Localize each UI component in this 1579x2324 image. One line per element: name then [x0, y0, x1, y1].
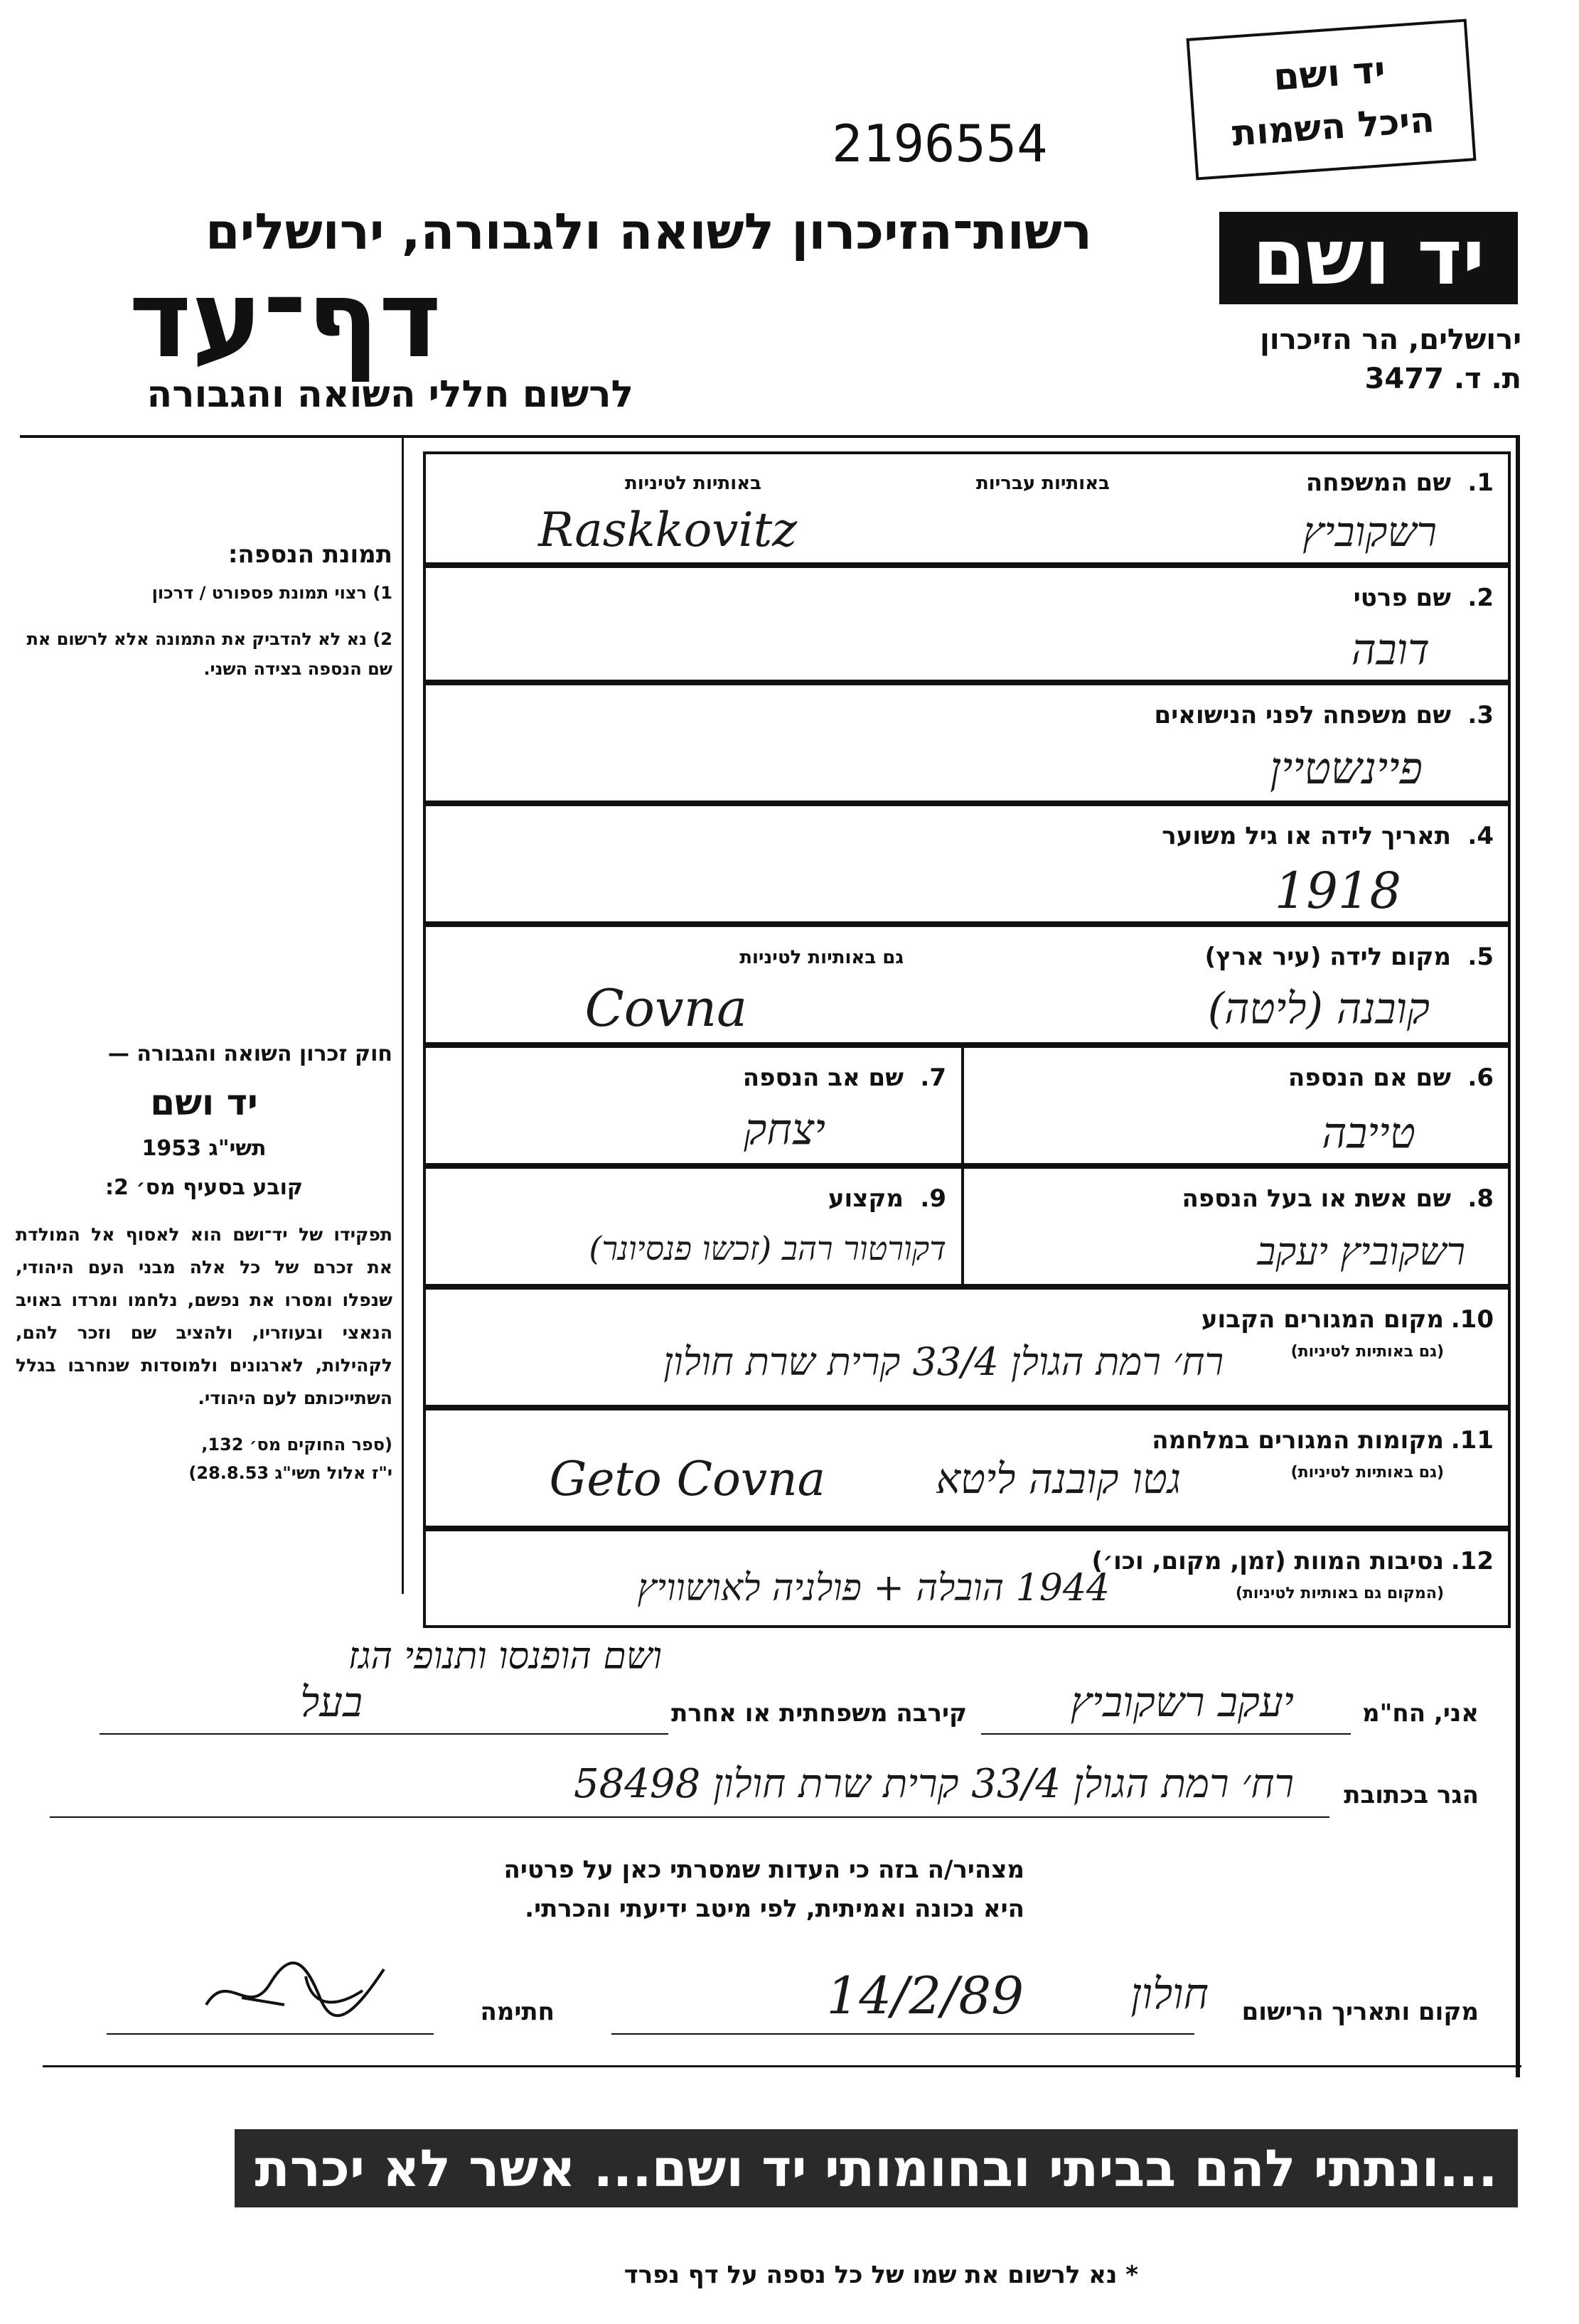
declarant-name: יעקב רשקוביץ [1070, 1678, 1294, 1726]
field-family-name: 1. שם המשפחה באותיות עבריות באותיות לטיניות רשקוביץ Raskkovitz [423, 451, 1511, 565]
value-profession: דקורטור רהב (זכשו פנסיונר) [589, 1229, 946, 1268]
law-year: תשי"ג 1953 [141, 1136, 267, 1161]
registration-date: 14/2/89 [826, 1966, 1024, 2025]
value-family-name-hebrew: רשקוביץ [1302, 508, 1437, 556]
value-birth-date: 1918 [1274, 862, 1401, 920]
label-wartime-residence: מקומות המגורים במלחמה [1152, 1426, 1444, 1455]
label-maiden-name: שם משפחה לפני הנישואים [1154, 701, 1451, 729]
stamp-line2: היכל השמות [1231, 99, 1436, 154]
relation-label: קירבה משפחתית או אחרת [671, 1699, 967, 1728]
law-section-ref: קובע בסעיף מס׳ 2: [105, 1175, 304, 1200]
declaration-note-top: ושם הופנסו ותנופי הגז [348, 1635, 662, 1678]
declaration-line-3 [43, 1955, 1479, 2040]
header-hebrew-letters: באותיות עבריות [975, 473, 1110, 494]
value-birth-place-latin: Covna [584, 978, 747, 1038]
label-first-name: שם פרטי [1353, 584, 1451, 612]
authority-name: רשות־הזיכרון לשואה ולגבורה, ירושלים [205, 203, 1092, 261]
field-first-name: 2. שם פרטי דובה [423, 565, 1511, 682]
po-box: ת. ד. 3477 [1364, 363, 1521, 395]
value-family-name-latin: Raskkovitz [538, 503, 797, 557]
form-subtitle: לרשום חללי השואה והגבורה [146, 373, 633, 416]
label-father-name: שם אב הנספה [742, 1064, 904, 1092]
logo-text: יד ושם [1252, 213, 1485, 302]
sub-death-circumstances: (המקום גם באותיות לטיניות) [1235, 1585, 1444, 1602]
field-wartime-residence: 11. מקומות המגורים במלחמה (גם באותיות לטיניות) גטו קובנה ליטא Geto Covna [423, 1408, 1511, 1528]
value-permanent-residence: רח׳ רמת הגולן 33/4 קרית שרת חולון [663, 1339, 1224, 1384]
signature-label: חתימה [480, 1998, 555, 2026]
label-mother-name: שם אם הנספה [1288, 1064, 1451, 1092]
sidebar-divider [402, 435, 404, 1594]
header-latin-letters: באותיות לטיניות [624, 473, 761, 494]
law-name: יד ושם [150, 1082, 258, 1123]
field-parents: 6. שם אם הנספה טייבה 7. שם אב הנספה יצחק [423, 1045, 1511, 1166]
label-spouse-name: שם אשת או בעל הנספה [1182, 1184, 1451, 1213]
registration-place: חולון [1130, 1969, 1209, 2019]
photo-note-1: 1) רצוי תמונת פספורט / דרכון [151, 583, 392, 603]
label-birth-date: תאריך לידה או גיל משוער [1162, 822, 1451, 850]
sub-wartime-residence: (גם באותיות לטיניות) [1290, 1464, 1444, 1482]
law-title: חוק זכרון השואה והגבורה — [107, 1041, 392, 1066]
quote-banner-text: ...ונתתי להם בביתי ובחומותי יד ושם... אשר לא יכרת [255, 2138, 1498, 2198]
footer-note: * נא לרשום את שמו של כל נספה על דף נפרד [623, 2261, 1138, 2289]
signature-scribble [199, 1955, 398, 2026]
declaration-statement-1: מצהיר/ה בזה כי העדות שמסרתי כאן על פרטיה [503, 1856, 1024, 1884]
field-birth-place: 5. מקום לידה (עיר ארץ) גם באותיות לטיניות קובנה (ליטה) Covna [423, 924, 1511, 1045]
value-maiden-name: פיינשטיין [1270, 742, 1423, 794]
document-number: 2196554 [832, 114, 1048, 173]
value-mother-name: טייבה [1322, 1108, 1415, 1158]
header-birth-place-latin: גם באותיות לטיניות [739, 947, 904, 968]
archive-stamp [1187, 18, 1477, 180]
declaration-line-2 [43, 1760, 1479, 1824]
i-label: אני, הח"מ [1362, 1699, 1479, 1728]
law-text: תפקידו של יד־ושם הוא לאסוף אל המולדת את זכרם של כל אלה מבני העם היהודי, שנפלו ומסרו את נפשם, נלחמו ומרדו באויב הנאצי ובעוזריו, ולהציב שם וזכר להם, לקהילות, לארגונים ולמוסדות שנחרבו בגלל השתייכותם לעם היהודי. [16, 1224, 392, 1408]
place-date-label: מקום ותאריך הרישום [1241, 1998, 1479, 2026]
declaration-statement-2: היא נכונה ואמיתית, לפי מיטב ידיעתי והכרתי. [525, 1895, 1024, 1923]
value-wartime-residence-latin: Geto Covna [549, 1452, 825, 1506]
photo-title: תמונת הנספה: [228, 540, 392, 569]
value-first-name: דובה [1351, 625, 1430, 675]
law-ref-1: (ספר החוקים מס׳ 132, [201, 1435, 392, 1455]
address-label: הגר בכתובת [1344, 1781, 1479, 1809]
label-birth-place: מקום לידה (עיר ארץ) [1204, 943, 1451, 971]
field-permanent-residence: 10. מקום המגורים הקבוע (גם באותיות לטיניות) רח׳ רמת הגולן 33/4 קרית שרת חולון [423, 1287, 1511, 1408]
form-bottom-rule [43, 2065, 1521, 2067]
field-maiden-name: 3. שם משפחה לפני הנישואים פיינשטיין [423, 682, 1511, 803]
value-father-name: יצחק [744, 1105, 825, 1155]
field-death-circumstances: 12. נסיבות המוות (זמן, מקום, וכו׳) (המקום גם באותיות לטיניות) 1944 הובלה + פולניה לאושוויץ [423, 1528, 1511, 1628]
declaration-line-1 [43, 1678, 1479, 1742]
law-section [16, 1041, 392, 1483]
form-title: דף־עד [129, 258, 441, 382]
label-family-name: שם המשפחה [1305, 468, 1451, 497]
value-death-circumstances: 1944 הובלה + פולניה לאושוויץ [637, 1567, 1110, 1610]
relation-value: בעל [300, 1678, 363, 1726]
sub-permanent-residence: (גם באותיות לטיניות) [1290, 1343, 1444, 1361]
value-spouse-name: רשקוביץ יעקב [1257, 1229, 1465, 1274]
photo-note-2: 2) נא לא להדביק את התמונה אלא לרשום את שם הנספה בצידה השני. [26, 629, 392, 679]
parents-divider [961, 1048, 964, 1163]
address-value: רח׳ רמת הגולן 33/4 קרית שרת חולון 58498 [574, 1761, 1294, 1807]
quote-banner [235, 2129, 1518, 2207]
label-profession: מקצוע [828, 1184, 904, 1213]
value-birth-place-hebrew: קובנה (ליטה) [1207, 984, 1430, 1034]
law-ref-2: י"ז אלול תשי"ג 28.8.53) [188, 1463, 392, 1483]
label-permanent-residence: מקום המגורים הקבוע [1201, 1305, 1444, 1334]
field-birth-date: 4. תאריך לידה או גיל משוער 1918 [423, 803, 1511, 924]
spouse-divider [961, 1169, 964, 1284]
label-death-circumstances: נסיבות המוות (זמן, מקום, וכו׳) [1091, 1547, 1444, 1575]
sidebar [16, 540, 392, 684]
institution-address: ירושלים, הר הזיכרון [1260, 323, 1521, 356]
yad-vashem-logo [1219, 212, 1518, 304]
field-spouse-profession: 8. שם אשת או בעל הנספה רשקוביץ יעקב 9. מקצוע דקורטור רהב (זכשו פנסיונר) [423, 1166, 1511, 1287]
stamp-line1: יד ושם [1272, 48, 1387, 100]
value-wartime-residence-hebrew: גטו קובנה ליטא [936, 1455, 1181, 1503]
